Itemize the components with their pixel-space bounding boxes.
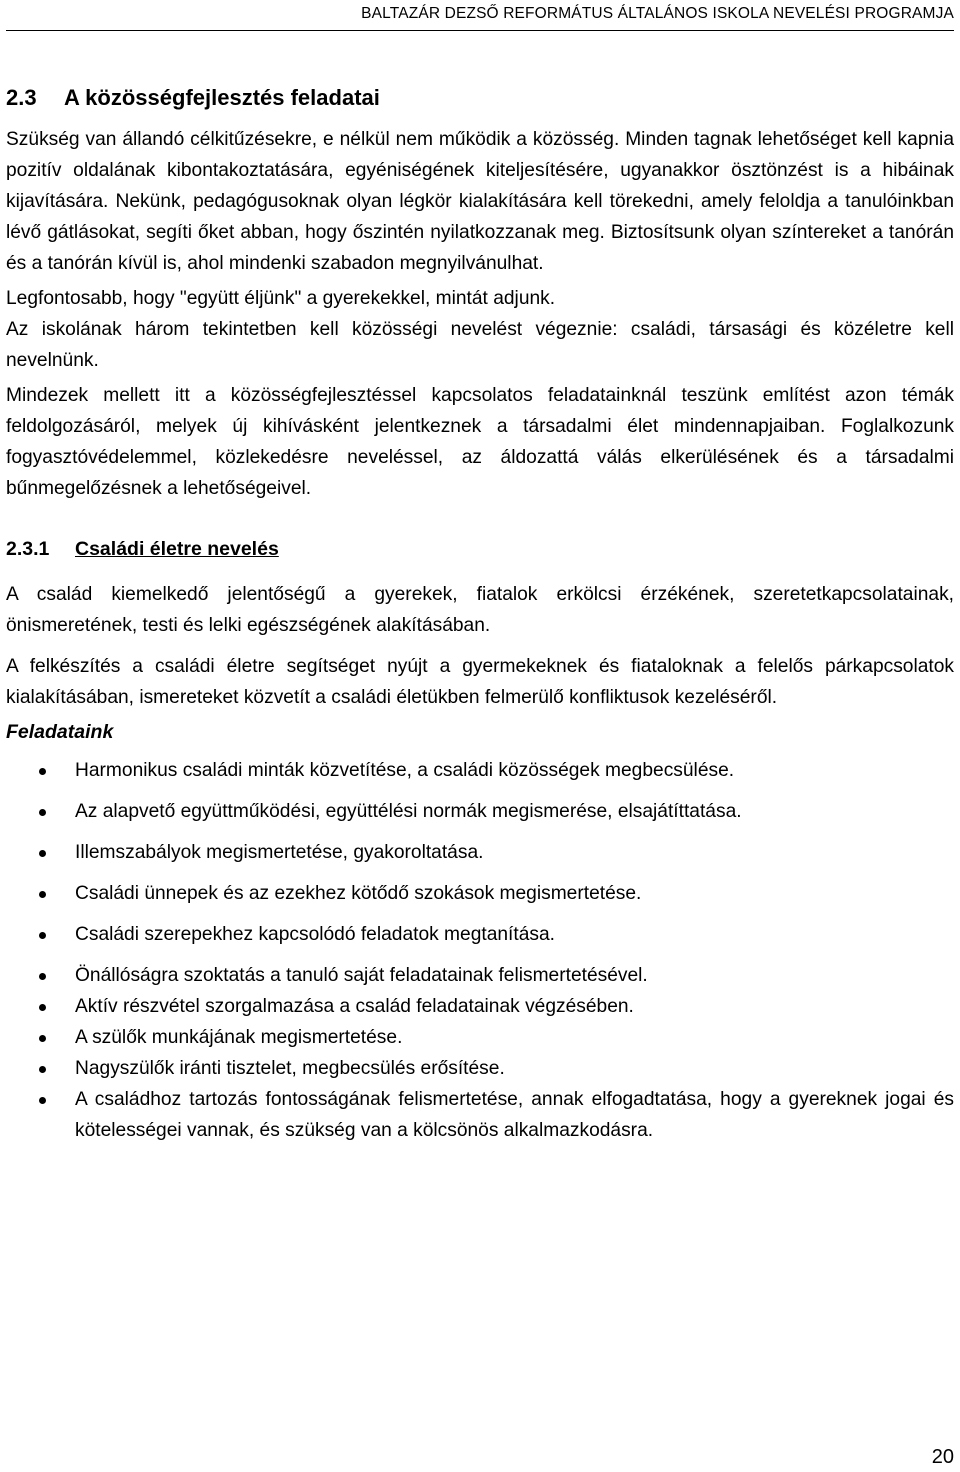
subsection-number: 2.3.1	[6, 538, 50, 560]
list-item-text: A szülők munkájának megismertetése.	[75, 1027, 403, 1048]
section-paragraph: Legfontosabb, hogy "együtt éljünk" a gyerekekkel, mintát adjunk.	[6, 288, 556, 309]
bullet-icon	[39, 1035, 46, 1042]
bullet-icon	[39, 973, 46, 980]
list-item	[6, 796, 954, 827]
bullet-icon	[39, 850, 46, 857]
bullet-icon	[39, 1066, 46, 1073]
tasks-list	[6, 755, 954, 1146]
list-item-text: Családi ünnepek és az ezekhez kötődő szokások megismertetése.	[75, 883, 642, 904]
bullet-icon	[39, 1097, 46, 1104]
section-paragraph: Mindezek mellett itt a közösségfejlesztéssel kapcsolatos feladatainknál teszünk említést azon témák feldolgozásáról, melyek új kihívásként jelentkeznek a társadalmi élet mindennapjaiban. Foglalkozunk fogyasztóvédelemmel, közlekedésre neveléssel, az áldozattá válás elkerülésének és a társadalmi bűnmegelőzésnek a lehetőségeivel.	[6, 385, 954, 499]
list-item-text: Családi szerepekhez kapcsolódó feladatok megtanítása.	[75, 924, 555, 945]
bullet-icon	[39, 809, 46, 816]
list-item	[6, 1053, 954, 1084]
page-content	[6, 84, 954, 1146]
bullet-icon	[39, 1004, 46, 1011]
list-item-text: Az alapvető együttműködési, együttélési normák megismerése, elsajátíttatása.	[75, 801, 742, 822]
bullet-icon	[39, 891, 46, 898]
header-rule	[6, 30, 954, 31]
section-paragraph: Szükség van állandó célkitűzésekre, e nélkül nem működik a közösség. Minden tagnak lehetőséget kell kapnia pozitív oldalának kibontakoztatására, egyéniségének kiteljesítésére, ugyanakkor ösztönzést is a hibáinak kijavítására. Nekünk, pedagógusoknak olyan légkör kialakítására kell törekedni, amely feloldja a tanulóinkban lévő gátlásokat, segíti őket abban, hogy őszintén nyilatkozzanak meg. Biztosítsunk olyan színtereket a tanórán és a tanórán kívül is, ahol mindenki szabadon megnyilvánulhat.	[6, 129, 954, 274]
list-item	[6, 837, 954, 868]
page-number: 20	[931, 1446, 954, 1468]
list-item	[6, 960, 954, 991]
running-header: BALTAZÁR DEZSŐ REFORMÁTUS ÁLTALÁNOS ISKOLA NEVELÉSI PROGRAMJA	[361, 5, 954, 22]
subsection-paragraph: A felkészítés a családi életre segítséget nyújt a gyermekeknek és fiataloknak a felelős párkapcsolatok kialakításában, ismereteket közvetít a családi életükben felmerülő konfliktusok kezeléséről.	[6, 656, 954, 708]
section-paragraph: Az iskolának három tekintetben kell közösségi nevelést végeznie: családi, társasági és közéletre kell nevelnünk.	[6, 319, 954, 371]
tasks-heading: Feladataink	[6, 721, 114, 743]
list-item	[6, 755, 954, 786]
list-item	[6, 1022, 954, 1053]
bullet-icon	[39, 932, 46, 939]
list-item	[6, 1084, 954, 1146]
list-item	[6, 991, 954, 1022]
section-title: A közösségfejlesztés feladatai	[64, 85, 380, 110]
section-heading	[6, 84, 954, 112]
list-item-text: Aktív részvétel szorgalmazása a család feladatainak végzésében.	[75, 996, 634, 1017]
list-item-text: Harmonikus családi minták közvetítése, a családi közösségek megbecsülése.	[75, 760, 735, 781]
list-item	[6, 919, 954, 950]
subsection-heading	[6, 535, 954, 563]
list-item-text: Illemszabályok megismertetése, gyakoroltatása.	[75, 842, 484, 863]
bullet-icon	[39, 768, 46, 775]
list-item-text: A családhoz tartozás fontosságának felismertetése, annak elfogadtatása, hogy a gyereknek jogai és kötelességei vannak, és szükség van a kölcsönös alkalmazkodásra.	[75, 1089, 954, 1141]
list-item-text: Önállóságra szoktatás a tanuló saját feladatainak felismertetésével.	[75, 965, 648, 986]
subsection-paragraph: A család kiemelkedő jelentőségű a gyerekek, fiatalok erkölcsi érzékének, szeretetkapcsolatainak, önismeretének, testi és lelki egészségének alakításában.	[6, 584, 954, 636]
list-item	[6, 878, 954, 909]
section-number: 2.3	[6, 85, 37, 110]
list-item-text: Nagyszülők iránti tisztelet, megbecsülés erősítése.	[75, 1058, 505, 1079]
subsection-title: Családi életre nevelés	[75, 538, 279, 560]
